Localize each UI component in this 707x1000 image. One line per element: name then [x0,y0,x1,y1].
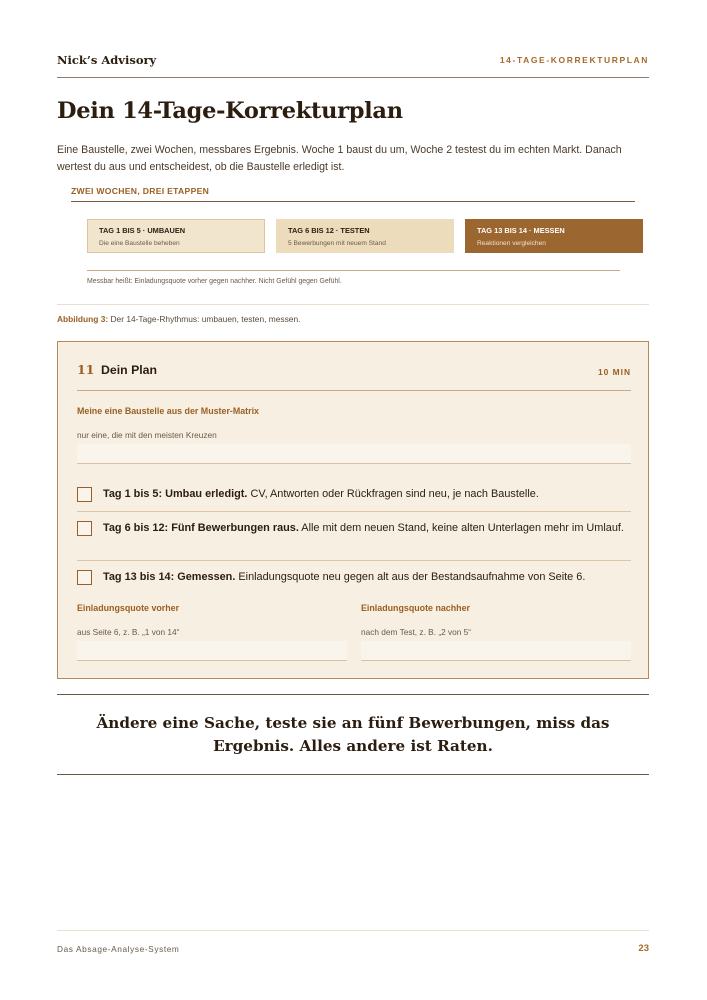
stage-subtitle: Reaktionen vergleichen [477,240,546,247]
quote-before-hint: aus Seite 6, z. B. „1 von 14“ [77,627,180,637]
task-divider [77,560,631,561]
task-divider [77,511,631,512]
task-text [103,520,628,537]
baustelle-hint: nur eine, die mit den meisten Kreuzen [77,430,217,440]
task-heading: Tag 1 bis 5: Umbau erledigt. [103,488,248,500]
plan-title: Dein Plan [101,363,158,377]
pull-quote: Ändere eine Sache, teste sie an fünf Bewerbungen, miss das Ergebnis. Alles andere ist Raten. [96,714,610,755]
quote-before-field[interactable] [77,641,347,661]
quote-after-hint: nach dem Test, z. B. „2 von 5“ [361,627,472,637]
stage-messen [465,219,643,253]
task-description: Alle mit dem neuen Stand, keine alten Unterlagen mehr im Umlauf. [298,522,624,534]
page-title: Dein 14-Tage-Korrekturplan [57,98,403,124]
task-checkbox[interactable] [77,521,92,536]
stage-row [87,219,620,253]
stage-subtitle: 5 Bewerbungen mit neuem Stand [288,240,386,247]
task-checkbox[interactable] [77,487,92,502]
duration-badge: 10 MIN [598,367,631,377]
figure-caption [57,314,300,324]
quote-rule-top [57,694,649,695]
caption-label: Abbildung 3: [57,314,109,324]
stage-title: TAG 6 BIS 12 · TESTEN [288,226,370,235]
task-checkbox[interactable] [77,570,92,585]
measure-divider [87,270,620,271]
figure-label: ZWEI WOCHEN, DREI ETAPPEN [71,186,635,202]
footer-title: Das Absage-Analyse-System [57,944,180,954]
task-description: Einladungsquote neu gegen alt aus der Bestandsaufnahme von Seite 6. [235,571,586,583]
stage-umbauen [87,219,265,253]
task-heading: Tag 13 bis 14: Gemessen. [103,571,236,583]
task-heading: Tag 6 bis 12: Fünf Bewerbungen raus. [103,522,299,534]
baustelle-label: Meine eine Baustelle aus der Muster-Matrix [77,406,259,416]
footer-divider [57,930,649,931]
caption-text: Der 14-Tage-Rhythmus: umbauen, testen, messen. [108,314,301,324]
task-description: CV, Antworten oder Rückfragen sind neu, je nach Baustelle. [247,488,539,500]
task-text [103,569,628,586]
section-tag: 14-TAGE-KORREKTURPLAN [499,55,649,65]
baustelle-field[interactable] [77,444,631,464]
rhythm-figure [71,186,635,285]
quote-after-field[interactable] [361,641,631,661]
quote-after-label: Einladungsquote nachher [361,603,470,613]
exercise-number: 11 [77,362,95,377]
figure-divider [57,304,649,305]
page-number: 23 [638,943,649,954]
brand-name: Nick’s Advisory [57,53,157,67]
stage-title: TAG 1 BIS 5 · UMBAUEN [99,226,186,235]
plan-worksheet [57,341,649,679]
page-header [57,52,649,78]
stage-title: TAG 13 BIS 14 · MESSEN [477,226,565,235]
intro-paragraph: Eine Baustelle, zwei Wochen, messbares Ergebnis. Woche 1 baust du um, Woche 2 testest du im echten Markt. Danach wertest du aus und entscheidest, ob die Baustelle erledigt ist. [57,144,622,173]
stage-subtitle: Die eine Baustelle beheben [99,240,180,247]
quote-before-label: Einladungsquote vorher [77,603,180,613]
measure-note: Messbar heißt: Einladungsquote vorher gegen nachher. Nicht Gefühl gegen Gefühl. [87,278,342,285]
stage-testen [276,219,454,253]
task-text [103,486,628,503]
plan-header [77,362,631,391]
quote-rule-bottom [57,774,649,775]
